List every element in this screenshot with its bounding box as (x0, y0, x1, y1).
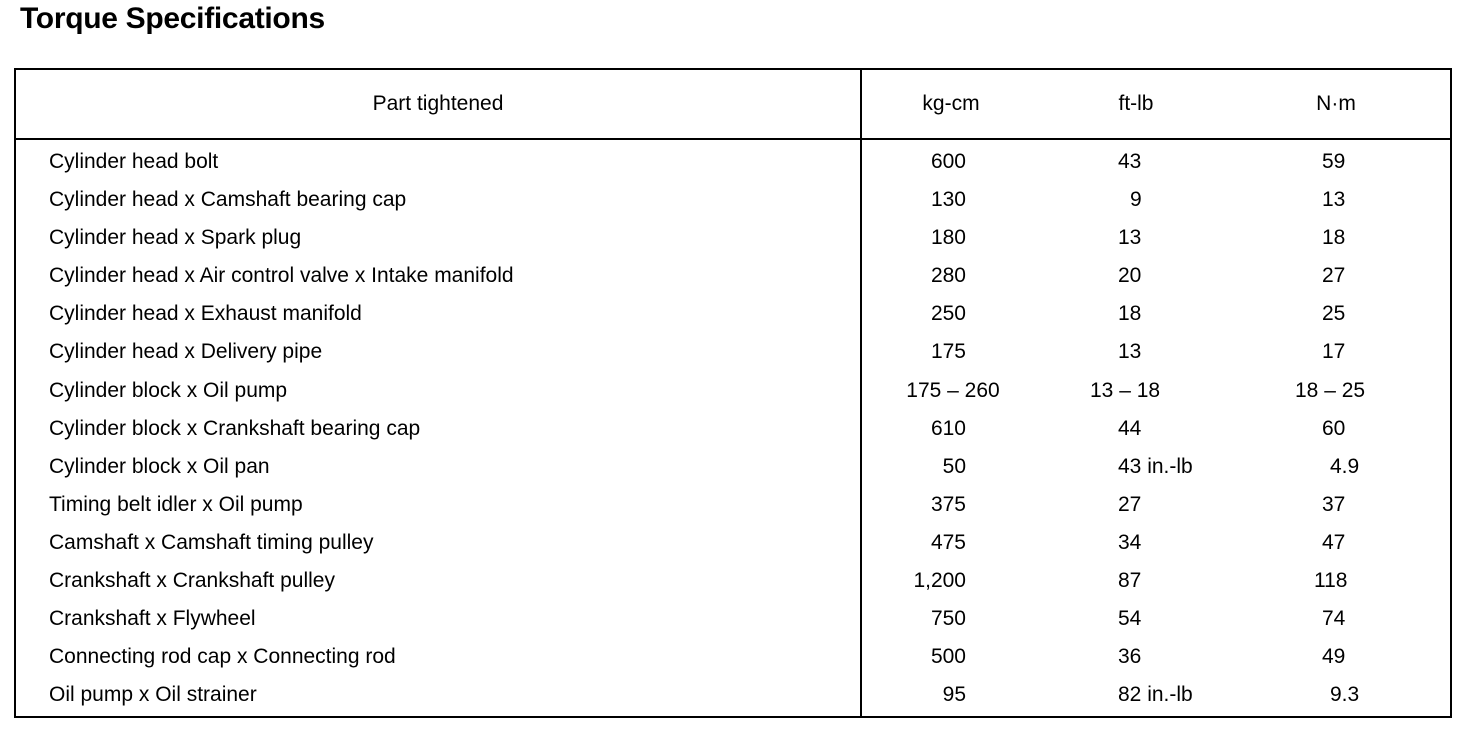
kg-cm-cell: 130 (930, 188, 966, 212)
ft-lb-cell: 87 (1118, 569, 1142, 593)
part-cell: Cylinder head x Exhaust manifold (49, 302, 362, 326)
ft-lb-cell: 9 (1130, 188, 1142, 212)
n-m-cell: 37 (1322, 492, 1346, 516)
table-row (16, 565, 1450, 603)
kg-cm-cell: 50 (942, 454, 966, 478)
table-row (16, 451, 1450, 489)
part-cell: Cylinder block x Crankshaft bearing cap (49, 416, 421, 440)
ft-lb-cell: 54 (1118, 607, 1142, 631)
page-title: Torque Specifications (20, 2, 325, 35)
n-m-cell: 25 (1322, 302, 1346, 326)
table-row (16, 260, 1450, 298)
n-m-cell: 74 (1322, 607, 1346, 631)
kg-cm-cell: 180 (930, 226, 966, 250)
table-row (16, 679, 1450, 717)
part-cell: Cylinder head x Camshaft bearing cap (49, 188, 407, 212)
table-row (16, 413, 1450, 451)
kg-cm-cell: 250 (930, 302, 966, 326)
part-cell: Crankshaft x Crankshaft pulley (49, 569, 335, 593)
part-cell: Cylinder head x Air control valve x Intake manifold (49, 264, 514, 288)
torque-table (14, 68, 1452, 718)
part-cell: Connecting rod cap x Connecting rod (49, 645, 396, 669)
table-body (16, 146, 1450, 717)
part-cell: Timing belt idler x Oil pump (49, 492, 303, 516)
n-m-cell: 13 (1322, 188, 1346, 212)
part-cell: Cylinder head x Delivery pipe (49, 340, 323, 364)
ft-lb-cell: 13 (1118, 226, 1142, 250)
part-cell: Cylinder block x Oil pump (49, 378, 288, 402)
ft-lb-cell: 36 (1118, 645, 1142, 669)
table-row (16, 184, 1450, 222)
ft-lb-cell: 43 in.-lb (1118, 454, 1193, 478)
n-m-cell: 17 (1322, 340, 1346, 364)
part-cell: Cylinder head x Spark plug (49, 226, 302, 250)
ft-lb-cell: 13 (1118, 340, 1142, 364)
n-m-cell: 18 (1322, 226, 1346, 250)
kg-cm-cell: 175 (930, 340, 966, 364)
header-rule (16, 138, 1450, 140)
n-m-cell: 49 (1322, 645, 1346, 669)
table-row (16, 375, 1450, 413)
kg-cm-cell: 500 (930, 645, 966, 669)
table-row (16, 603, 1450, 641)
table-row (16, 489, 1450, 527)
header-part-tightened: Part tightened (372, 92, 504, 115)
header-n-m: N·m (1316, 92, 1356, 115)
n-m-cell: 60 (1322, 416, 1346, 440)
kg-cm-cell: 280 (930, 264, 966, 288)
header-kg-cm: kg-cm (922, 92, 980, 115)
kg-cm-cell: 95 (942, 683, 966, 707)
part-cell: Camshaft x Camshaft timing pulley (49, 530, 374, 554)
part-cell: Crankshaft x Flywheel (49, 607, 256, 631)
n-m-cell: 118 (1314, 569, 1348, 593)
n-m-cell: 9.3 (1330, 683, 1360, 707)
kg-cm-cell: 475 (930, 530, 966, 554)
n-m-cell: 59 (1322, 150, 1346, 173)
kg-cm-cell: 375 (930, 492, 966, 516)
table-row (16, 527, 1450, 565)
n-m-cell: 18 – 25 (1295, 378, 1366, 402)
table-row (16, 336, 1450, 374)
n-m-cell: 47 (1322, 530, 1346, 554)
table-row (16, 641, 1450, 679)
ft-lb-cell: 27 (1118, 492, 1142, 516)
n-m-cell: 27 (1322, 264, 1346, 288)
ft-lb-cell: 82 in.-lb (1118, 683, 1193, 707)
table-row (16, 298, 1450, 336)
header-ft-lb: ft-lb (1118, 92, 1154, 115)
ft-lb-cell: 18 (1118, 302, 1142, 326)
kg-cm-cell: 610 (930, 416, 966, 440)
table-row (16, 222, 1450, 260)
kg-cm-cell: 750 (930, 607, 966, 631)
ft-lb-cell: 34 (1118, 530, 1142, 554)
kg-cm-cell: 600 (930, 150, 966, 173)
kg-cm-cell: 175 – 260 (906, 378, 1000, 402)
ft-lb-cell: 44 (1118, 416, 1142, 440)
ft-lb-cell: 20 (1118, 264, 1142, 288)
part-cell: Oil pump x Oil strainer (49, 683, 257, 707)
kg-cm-cell: 1,200 (913, 569, 966, 593)
part-cell: Cylinder block x Oil pan (49, 454, 270, 478)
ft-lb-cell: 13 – 18 (1090, 378, 1161, 402)
n-m-cell: 4.9 (1330, 454, 1360, 478)
table-row (16, 146, 1450, 184)
part-cell: Cylinder head bolt (49, 150, 219, 173)
ft-lb-cell: 43 (1118, 150, 1142, 173)
